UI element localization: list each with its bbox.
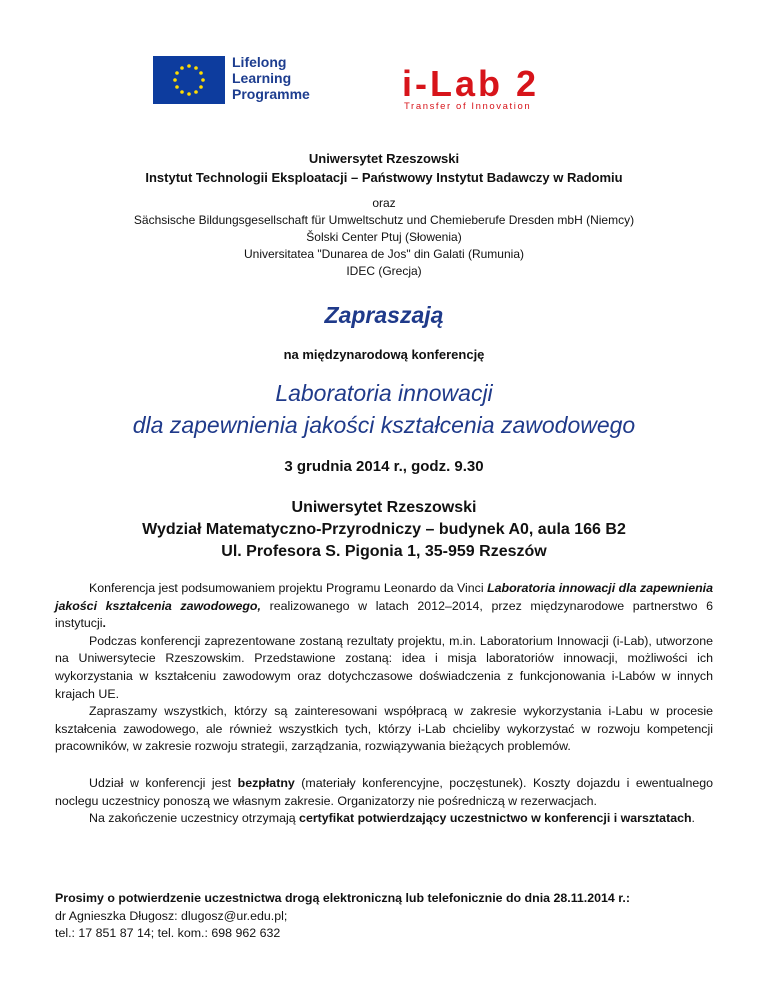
- partner-4: IDEC (Grecja): [346, 264, 422, 278]
- venue-line-1: Uniwersytet Rzeszowski: [291, 499, 477, 516]
- conference-title-line-1: Laboratoria innowacji: [275, 380, 493, 406]
- invite-sub: na międzynarodową konferencję: [283, 347, 485, 362]
- contact-section: [55, 890, 713, 943]
- llp-line: Lifelong: [232, 54, 287, 70]
- invite-heading: Zapraszają: [324, 302, 444, 328]
- ilab-logo-text: i-Lab 2: [402, 64, 540, 104]
- bold-run: certyfikat potwierdzający uczestnictwo w konferencji i warsztatach: [299, 811, 692, 826]
- partner-3: Universitatea "Dunarea de Jos" din Galati (Rumunia): [244, 247, 524, 261]
- oraz-label: oraz: [372, 196, 396, 210]
- eu-flag-icon: [153, 56, 225, 104]
- conference-date: 3 grudnia 2014 r., godz. 9.30: [284, 458, 484, 475]
- contact-line-1: Prosimy o potwierdzenie uczestnictwa drogą elektroniczną lub telefonicznie do dnia 28.11.2014 r.:: [55, 891, 630, 905]
- text-run: Udział w konferencji jest: [89, 776, 238, 790]
- paragraph-3: Zapraszamy wszystkich, którzy są zainteresowani współpracą w zakresie wykorzystania i-Labu w procesie kształcenia zawodowego, ale również wszystkich tych, którzy i-Lab chcieliby wykorzystać w rozwoju kompetencji pracowników, w zakresie rozwoju strategii, zarządzania, rozwiązywania bieżących problemów.: [55, 704, 713, 754]
- llp-logo-text: [232, 54, 310, 102]
- project-title-run: Laboratoria innowacji dla zapewnienia jakości kształcenia zawodowego,: [55, 581, 713, 613]
- ilab-subtitle: Transfer of Innovation: [404, 101, 532, 112]
- paragraph-4: [55, 775, 713, 810]
- organizer-line-2: Instytut Technologii Eksploatacji – Państwowy Instytut Badawczy w Radomiu: [145, 170, 623, 185]
- llp-line: Programme: [232, 86, 310, 102]
- text-run: .: [691, 811, 695, 826]
- text-run: Na zakończenie uczestnicy otrzymają: [89, 811, 300, 826]
- text-run: realizowanego w latach 2012–2014, przez międzynarodowe partnerstwo 6 instytucji: [55, 598, 713, 631]
- partner-2: Šolski Center Ptuj (Słowenia): [306, 230, 462, 244]
- text-run: Konferencja jest podsumowaniem projektu Programu Leonardo da Vinci: [89, 581, 488, 595]
- paragraph-1: [55, 580, 713, 633]
- contact-line-3: tel.: 17 851 87 14; tel. kom.: 698 962 632: [55, 926, 281, 941]
- text-run: .: [102, 616, 106, 631]
- body-section-1: [55, 580, 713, 756]
- paragraph-5: [55, 810, 713, 828]
- organizer-line-1: Uniwersytet Rzeszowski: [308, 151, 460, 166]
- logo-bar: [0, 52, 768, 122]
- llp-line: Learning: [232, 70, 292, 86]
- paragraph-2: Podczas konferencji zaprezentowane zostaną rezultaty projektu, m.in. Laboratorium Innowacji (i-Lab), utworzone na Uniwersytecie Rzeszowskim. Przedstawione zostaną: idea i misja laboratoriów innowacji, możliwości ich wykorzystania w kształceniu zawodowym oraz dotychczasowe doświadczenia z funkcjonowania i-Labów w innych krajach UE.: [55, 633, 713, 701]
- venue-line-2: Wydział Matematyczno-Przyrodniczy – budynek A0, aula 166 B2: [142, 521, 626, 538]
- ilab-logo: [402, 64, 614, 112]
- bold-run: bezpłatny: [237, 776, 295, 790]
- contact-line-2: dr Agnieszka Długosz: dlugosz@ur.edu.pl;: [55, 908, 288, 923]
- body-section-2: [55, 775, 713, 828]
- conference-title-line-2: dla zapewnienia jakości kształcenia zawodowego: [132, 412, 636, 438]
- venue-line-3: Ul. Profesora S. Pigonia 1, 35-959 Rzeszów: [221, 543, 547, 560]
- partner-1: Sächsische Bildungsgesellschaft für Umweltschutz und Chemieberufe Dresden mbH (Niemcy): [133, 213, 635, 227]
- text-run: (materiały konferencyjne, poczęstunek). Koszty dojazdu i ewentualnego noclegu uczestnicy ponoszą we własnym zakresie. Organizatorzy nie pośredniczą w rezerwacjach.: [55, 776, 714, 808]
